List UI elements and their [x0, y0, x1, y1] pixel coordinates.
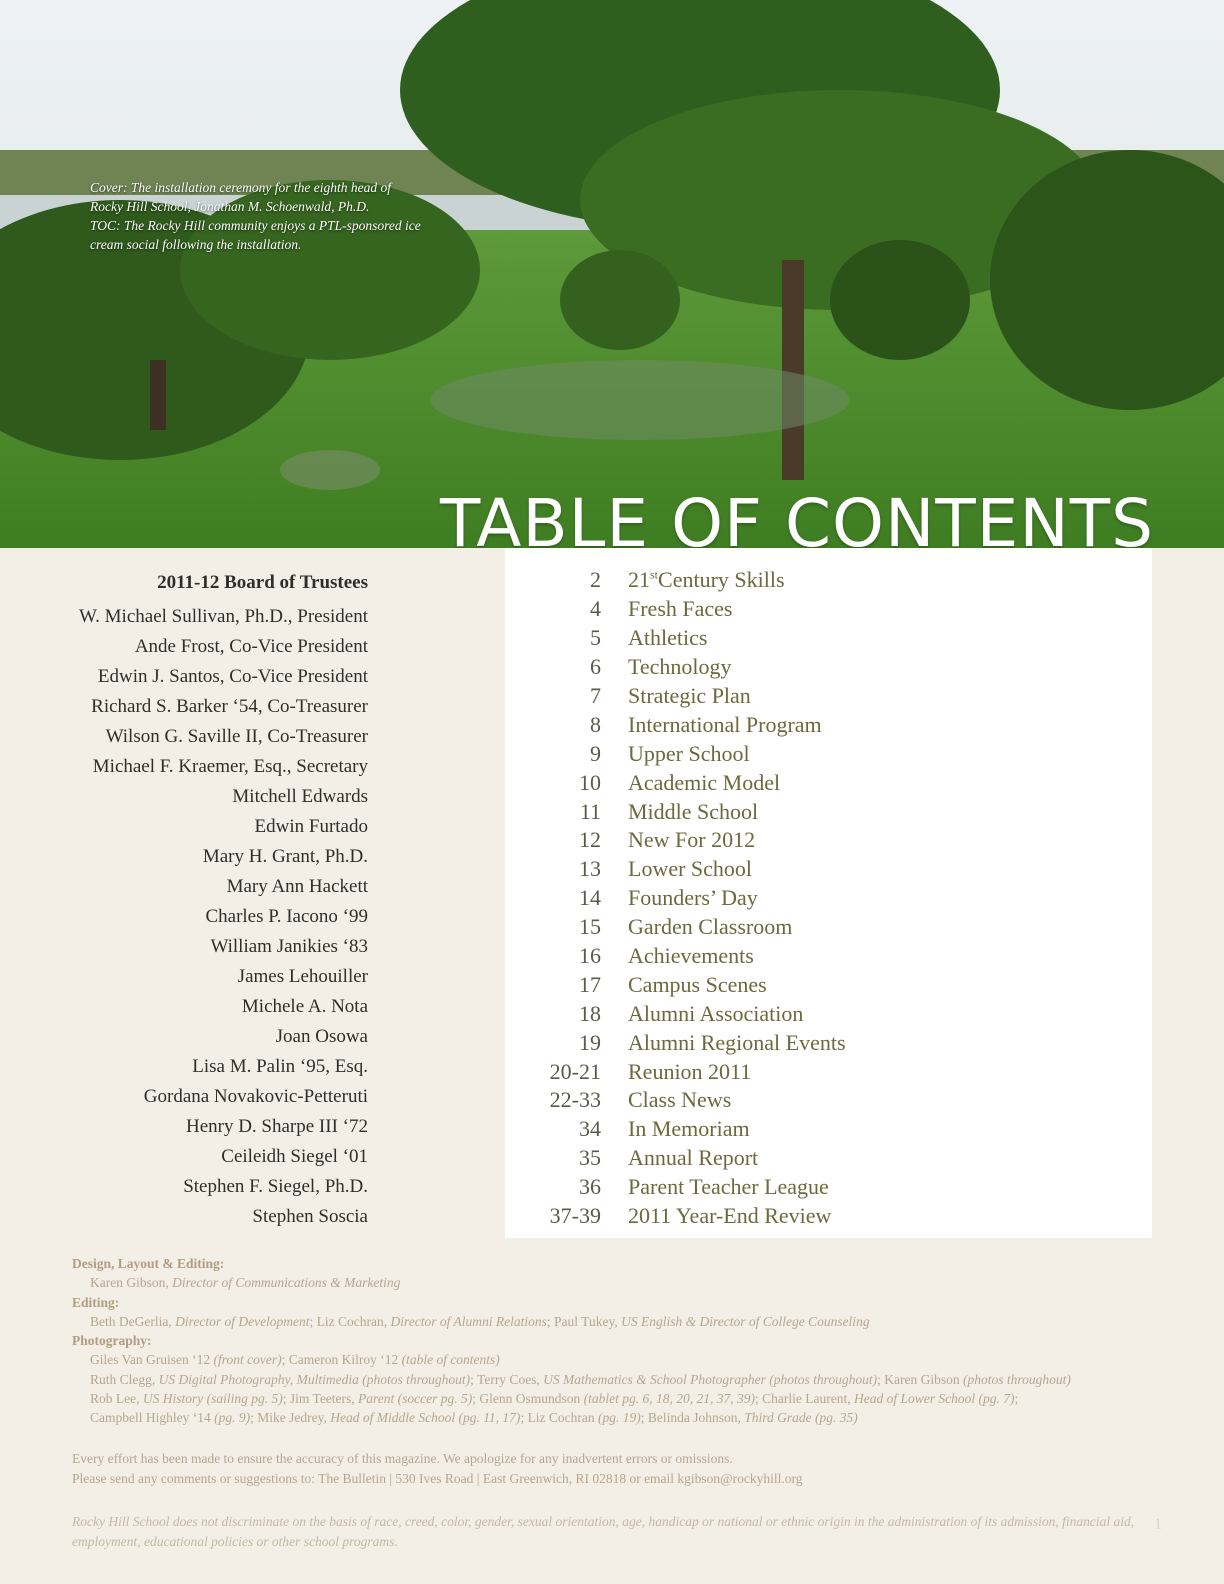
- superscript: st: [650, 568, 659, 583]
- toc-entry: [505, 682, 1152, 711]
- credit-role: (tablet pg. 6, 18, 20, 21, 37, 39): [583, 1391, 756, 1407]
- toc-entry: [505, 1057, 1152, 1086]
- credit-name: ; Charlie Laurent,: [755, 1391, 854, 1407]
- toc-entry-title: Class News: [628, 1087, 732, 1113]
- credits-design-heading: Design, Layout & Editing:: [72, 1256, 225, 1271]
- trustee-name: W. Michael Sullivan, Ph.D., President: [78, 606, 368, 627]
- toc-entry: [505, 970, 1152, 999]
- toc-entry: [505, 913, 1152, 942]
- toc-page-number: 7: [590, 683, 601, 708]
- credit-role: Director of Alumni Relations: [390, 1313, 547, 1329]
- page-number: 1: [1154, 1516, 1162, 1533]
- credit-name: ; Karen Gibson: [877, 1371, 964, 1387]
- toc-entry-title: In Memoriam: [628, 1116, 750, 1142]
- caption-line: TOC: The Rocky Hill community enjoys a PTL-sponsored ice: [90, 218, 421, 233]
- credit-name: ; Liz Cochran,: [309, 1313, 391, 1329]
- trustee-name: Edwin J. Santos, Co-Vice President: [97, 666, 368, 687]
- credit-role: (table of contents): [401, 1352, 500, 1368]
- toc-page-number: 11: [579, 798, 601, 824]
- trustee-name: Mary H. Grant, Ph.D.: [202, 846, 368, 867]
- toc-page-number: 14: [579, 885, 601, 911]
- trustee-name: Stephen F. Siegel, Ph.D.: [183, 1176, 368, 1197]
- toc-page-number: 8: [590, 711, 601, 737]
- toc-entry-title: Parent Teacher League: [628, 1174, 829, 1200]
- credit-role: US English & Director of College Counseling: [621, 1313, 870, 1329]
- photo-caption: [90, 178, 490, 254]
- toc-page-number: 35: [579, 1145, 601, 1171]
- credits: [72, 1254, 1192, 1428]
- toc-entry-title: Garden Classroom: [628, 914, 793, 940]
- credit-name: ; Cameron Kilroy ‘12: [281, 1352, 402, 1368]
- toc-page-number: 36: [579, 1174, 601, 1200]
- toc-page-number: 5: [590, 625, 601, 651]
- toc-entry-title: Athletics: [628, 625, 708, 651]
- toc-entry-title: Fresh Faces: [628, 596, 733, 622]
- toc-entry-title: Founders’ Day: [628, 885, 758, 911]
- photo-credit-line: [72, 1350, 1192, 1369]
- nondiscrimination-statement: Rocky Hill School does not discriminate on the basis of race, creed, color, gender, sexual orientation, age, handicap or national or ethnic origin in the administration of its admission, financial aid, employment, educational policies or other school programs.: [72, 1514, 1135, 1549]
- toc-entry: [505, 1028, 1152, 1057]
- credit-name: ; Belinda Johnson,: [640, 1410, 745, 1426]
- credit-role: Head of Lower School (pg. 7): [853, 1391, 1015, 1407]
- toc-entry: [505, 595, 1152, 624]
- photo-credit-line: [72, 1370, 1192, 1389]
- toc-page-number: 34: [579, 1116, 601, 1142]
- toc-entry-title: Alumni Association: [628, 1000, 804, 1026]
- toc-entry: [505, 1086, 1152, 1115]
- credit-role: Third Grade (pg. 35): [744, 1410, 858, 1426]
- credit-name: ; Mike Jedrey,: [250, 1410, 331, 1426]
- trustee-name: Charles P. Iacono ‘99: [205, 906, 368, 927]
- toc-entry: [505, 826, 1152, 855]
- toc-page-number: 17: [579, 971, 601, 997]
- toc-entry-title: Reunion 2011: [628, 1058, 752, 1084]
- toc-entry: [505, 855, 1152, 884]
- toc-entry-title: Academic Model: [628, 769, 781, 795]
- toc-entry-title: Middle School: [628, 798, 759, 824]
- trustee-name: Richard S. Barker ‘54, Co-Treasurer: [91, 696, 368, 717]
- credit-role: Director of Development: [175, 1313, 310, 1329]
- trustee-name: Edwin Furtado: [254, 816, 368, 837]
- trustee-name: Ande Frost, Co-Vice President: [134, 636, 368, 657]
- toc-entry-title: Technology: [628, 654, 732, 680]
- toc-entry-title: 2011 Year-End Review: [628, 1203, 832, 1229]
- toc-list: [505, 548, 1152, 1230]
- toc-page-number: 15: [579, 914, 601, 940]
- credit-role: (photos throughout): [963, 1371, 1071, 1387]
- toc-page-number: 6: [590, 654, 601, 680]
- toc-page-number: 10: [579, 769, 601, 795]
- toc-page-number: 12: [579, 827, 601, 853]
- notice-line: Please send any comments or suggestions to: The Bulletin | 530 Ives Road | East Greenwich, RI 02818 or email kgibson@rockyhill.org: [72, 1470, 803, 1486]
- toc-page-number: 37-39: [549, 1203, 601, 1229]
- toc-entry: [505, 768, 1152, 797]
- lawn-scene-illustration: [0, 0, 1224, 548]
- toc-entry: [505, 999, 1152, 1028]
- trustee-name: Stephen Soscia: [252, 1206, 368, 1227]
- credit-name: ;: [1014, 1391, 1019, 1407]
- trustee-name: Henry D. Sharpe III ‘72: [185, 1116, 368, 1137]
- credit-name: ; Glenn Osmundson: [472, 1391, 584, 1407]
- toc-entry: [505, 884, 1152, 913]
- trustee-name: Gordana Novakovic-Petteruti: [143, 1086, 368, 1107]
- toc-entry: [505, 710, 1152, 739]
- credit-name: Beth DeGerlia,: [90, 1313, 176, 1329]
- toc-entry: [505, 566, 1152, 595]
- toc-entry-title: Lower School: [628, 856, 753, 882]
- toc-entry: [505, 1173, 1152, 1202]
- credit-role: Parent (soccer pg. 5): [358, 1391, 473, 1407]
- credit-role: US Digital Photography, Multimedia (photos throughout): [158, 1371, 471, 1387]
- trustee-name: Michele A. Nota: [241, 996, 368, 1017]
- toc-page-number: 16: [579, 943, 601, 969]
- trustee-name: Ceileidh Siegel ‘01: [221, 1146, 368, 1167]
- toc-page-number: 13: [579, 856, 601, 882]
- trustees-heading: 2011-12 Board of Trustees: [157, 572, 368, 593]
- credits-editing-heading: Editing:: [72, 1294, 120, 1310]
- credit-role: US History (sailing pg. 5): [142, 1391, 283, 1407]
- toc-page-number: 18: [579, 1000, 601, 1026]
- credit-role: Head of Middle School (pg. 11, 17): [330, 1410, 521, 1426]
- trustee-name: Michael F. Kraemer, Esq., Secretary: [92, 756, 368, 777]
- trustee-name: Mitchell Edwards: [232, 786, 368, 807]
- trustee-name: Mary Ann Hackett: [226, 876, 368, 897]
- toc-entry-title: 21stCentury Skills: [628, 567, 785, 593]
- credit-name: Rob Lee,: [90, 1391, 143, 1407]
- toc-entry-title: Campus Scenes: [628, 971, 767, 997]
- photo-credit-line: [72, 1408, 1192, 1427]
- credit-name: ; Jim Teeters,: [282, 1391, 359, 1407]
- toc-panel: [505, 548, 1152, 1238]
- toc-entry: [505, 653, 1152, 682]
- credits-editing-line: [72, 1312, 1192, 1331]
- caption-line: cream social following the installation.: [90, 237, 302, 252]
- trustee-name: Joan Osowa: [275, 1026, 368, 1047]
- notice-line: Every effort has been made to ensure the accuracy of this magazine. We apologize for any inadvertent errors or omissions.: [72, 1451, 733, 1466]
- toc-entry-title: Upper School: [628, 740, 750, 766]
- credit-role: US Mathematics & School Photographer (photos throughout): [543, 1371, 878, 1387]
- credit-role: (front cover): [213, 1352, 282, 1368]
- credit-role: (pg. 19): [598, 1410, 641, 1426]
- credit-name: ; Terry Coes,: [470, 1371, 544, 1387]
- credit-role: (pg. 9): [214, 1410, 251, 1426]
- toc-entry: [505, 1202, 1152, 1231]
- credit-name: Campbell Highley ‘14: [90, 1410, 215, 1426]
- photo-credit-line: [72, 1389, 1192, 1408]
- toc-entry: [505, 624, 1152, 653]
- toc-entry-title: Strategic Plan: [628, 683, 751, 708]
- toc-page-number: 22-33: [549, 1087, 601, 1113]
- toc-entry-title: New For 2012: [628, 827, 756, 853]
- board-of-trustees: [40, 568, 368, 1232]
- toc-page-number: 9: [590, 740, 601, 766]
- toc-entry-title: Alumni Regional Events: [628, 1029, 846, 1055]
- toc-entry-title: Achievements: [628, 943, 754, 969]
- trustee-name: Lisa M. Palin ‘95, Esq.: [192, 1056, 368, 1077]
- toc-entry-title: Annual Report: [628, 1145, 759, 1171]
- toc-page-number: 4: [590, 596, 601, 622]
- cover-photo: [0, 0, 1224, 548]
- page-title: TABLE OF CONTENTS: [440, 485, 1154, 548]
- toc-page-number: 20-21: [549, 1058, 601, 1084]
- credits-photo-heading: Photography:: [72, 1333, 152, 1349]
- credit-name: ; Paul Tukey,: [546, 1313, 622, 1329]
- toc-entry: [505, 942, 1152, 971]
- toc-page-number: 2: [590, 567, 601, 593]
- trustee-name: Wilson G. Saville II, Co-Treasurer: [105, 726, 368, 747]
- caption-line: Rocky Hill School, Jonathan M. Schoenwald, Ph.D.: [90, 199, 370, 214]
- accuracy-notice: [72, 1449, 802, 1488]
- credits-design-line: [72, 1273, 1192, 1292]
- toc-entry-title: International Program: [628, 711, 822, 737]
- toc-entry: [505, 739, 1152, 768]
- toc-entry: [505, 1144, 1152, 1173]
- credit-name: ; Liz Cochran: [520, 1410, 599, 1426]
- toc-entry: [505, 1115, 1152, 1144]
- caption-line: Cover: The installation ceremony for the eighth head of: [90, 180, 391, 195]
- credit-role: Director of Communications & Marketing: [172, 1275, 401, 1291]
- trustee-name: William Janikies ‘83: [210, 936, 368, 957]
- credit-name: Ruth Clegg,: [90, 1371, 159, 1387]
- credit-name: Karen Gibson,: [90, 1275, 173, 1291]
- credit-name: Giles Van Gruisen ‘12: [90, 1352, 214, 1368]
- credits-photo-lines: [72, 1350, 1192, 1427]
- trustee-name: James Lehouiller: [237, 966, 368, 987]
- trustee-list: [40, 602, 368, 1232]
- toc-entry: [505, 797, 1152, 826]
- toc-page-number: 19: [579, 1029, 601, 1055]
